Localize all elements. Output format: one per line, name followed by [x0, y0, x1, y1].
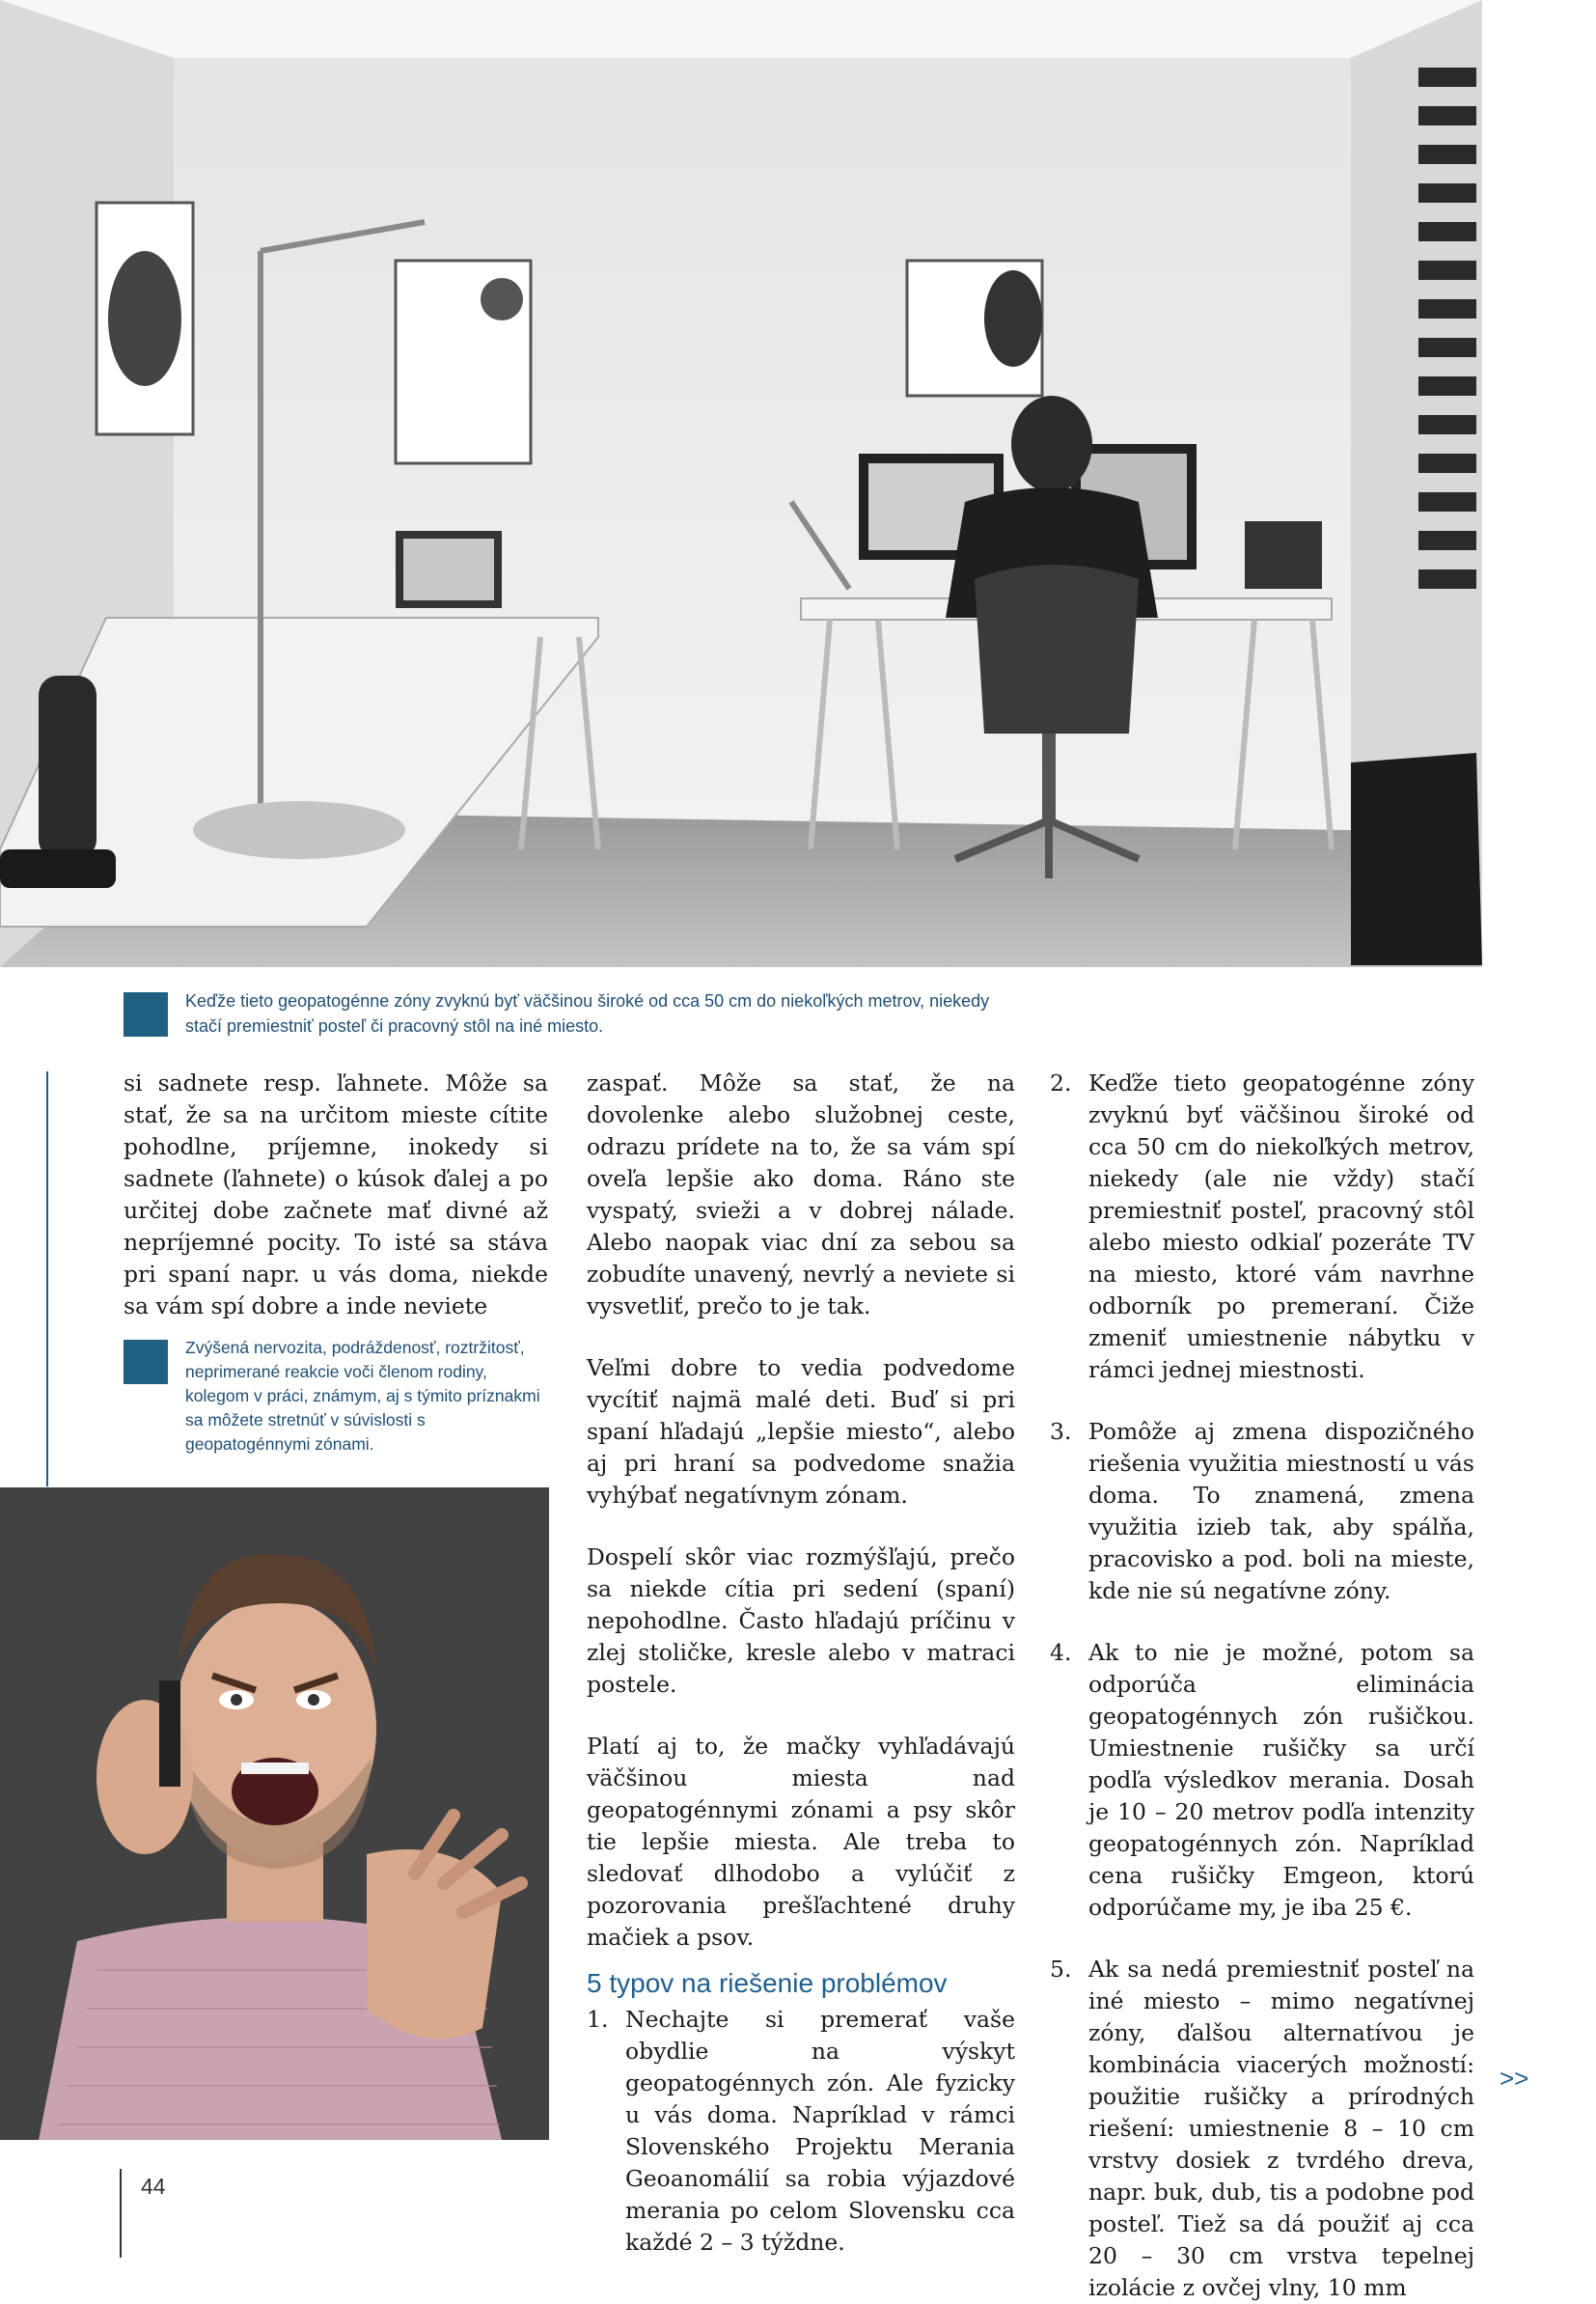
- angry-man-photo: [0, 1487, 549, 2140]
- list-text: Ak to nie je možné, potom sa odporúča eliminácia geopatogénnych zón rušičkou. Umiestnenie rušičky sa určí podľa výsledkov merania. Dosah je 10 – 20 metrov podľa intenzity geopatogénnych zón. Napríklad cena rušičky Emgeon, ktorú odporúčame my, je iba 25 €.: [1088, 1639, 1474, 1921]
- footer-rule: [120, 2169, 122, 2258]
- tips-list-part-1: [587, 2004, 1015, 2259]
- sidebar-marker: [124, 1340, 168, 1384]
- sidebar-rule: [46, 1071, 48, 1486]
- text-column-2: [587, 1068, 1015, 2289]
- list-text: Nechajte si premerať vaše obydlie na výskyt geopatogénnych zón. Ale fyzicky u vás doma. Napríklad v rámci Slovenského Projektu Merania Geoanomálií sa robia výjazdové merania po celom Slovensku cca každé 2 – 3 týždne.: [625, 2006, 1015, 2256]
- list-item: [1050, 1637, 1474, 1924]
- list-item: [1050, 1416, 1474, 1607]
- office-photo: [0, 0, 1482, 967]
- tips-list-part-2: [1050, 1068, 1474, 2304]
- continue-marker: >>: [1500, 2064, 1529, 2093]
- office-photo-caption: Keďže tieto geopatogénne zóny zvyknú byť väčšinou široké od cca 50 cm do niekoľkých metrov, niekedy stačí premiestniť posteľ či pracovný stôl na iné miesto.: [185, 991, 990, 1036]
- list-item: [1050, 1068, 1474, 1386]
- list-text: Ak sa nedá premiestniť posteľ na iné miesto – mimo negatívnej zóny, ďalšou alternatívou je kombinácia viacerých možností: použitie rušičky a prírodných riešení: umiestnenie 8 – 10 cm vrstvy dosiek z tvrdého dreva, napr. buk, dub, tis a podobne pod posteľ. Tiež sa dá použiť aj cca 20 – 30 cm vrstva tepelnej izolácie z ovčej vlny, 10 mm: [1088, 1956, 1474, 2301]
- section-heading: 5 typov na riešenie problémov: [587, 1968, 948, 1998]
- paragraph: Dospelí skôr viac rozmýšľajú, prečo sa niekde cítia pri sedení (spaní) nepohodlne. Často hľadajú príčinu v zlej stoličke, kresle alebo v matraci postele.: [587, 1543, 1015, 1698]
- paragraph: zaspať. Môže sa stať, že na dovolenke alebo služobnej ceste, odrazu prídete na to, že sa vám spí oveľa lepšie ako doma. Ráno ste vyspatý, svieži a v dobrej nálade. Alebo naopak viac dní za sebou sa zobudíte unavený, nevrlý a neviete si vysvetliť, prečo to je tak.: [587, 1069, 1015, 1319]
- list-item: [587, 2004, 1015, 2259]
- list-number: 1.: [587, 2006, 609, 2033]
- text-column-1: [124, 1068, 548, 1352]
- text-column-3: [1050, 1068, 1474, 2304]
- list-text: Keďže tieto geopatogénne zóny zvyknú byť väčšinou široké od cca 50 cm do niekoľkých metrov, niekedy (ale nie vždy) stačí premiestniť posteľ, pracovný stôl alebo miesto odkiaľ pozeráte TV na miesto, ktoré vám navrhne odborník po premeraní. Čiže zmeniť umiestnenie nábytku v rámci jednej miestnosti.: [1088, 1069, 1474, 1383]
- list-number: 4.: [1050, 1639, 1072, 1666]
- sidebar-quote: Zvýšená nervozita, podráždenosť, roztržitosť, neprimerané reakcie voči členom rodiny, kolegom v práci, známym, aj s týmito príznakmi sa môžete stretnúť v súvislosti s geopatogénnymi zónami.: [185, 1338, 540, 1454]
- paragraph: Platí aj to, že mačky vyhľadávajú väčšinou miesta nad geopatogénnymi zónami a psy skôr tie lepšie miesta. Ale treba to sledovať dlhodobo a vylúčiť z pozorovania prešľachtené druhy mačiek a psov.: [587, 1733, 1015, 1951]
- list-item: [1050, 1954, 1474, 2304]
- page-number: 44: [141, 2174, 166, 2199]
- paragraph: si sadnete resp. ľahnete. Môže sa stať, že sa na určitom mieste cítite pohodlne, príjemne, inokedy si sadnete (ľahnete) o kúsok ďalej a po určitej dobe začnete mať divné až nepríjemné pocity. To isté sa stáva pri spaní napr. u vás doma, niekde sa vám spí dobre a inde neviete: [124, 1069, 548, 1319]
- list-number: 5.: [1050, 1956, 1072, 1983]
- paragraph: Veľmi dobre to vedia podvedome vycítiť najmä malé deti. Buď si pri spaní hľadajú „lepšie miesto“, alebo aj pri hraní sa podvedome snažia vyhýbať negatívnym zónam.: [587, 1354, 1015, 1509]
- list-text: Pomôže aj zmena dispozičného riešenia využitia miestností u vás doma. To znamená, zmena využitia izieb tak, aby spálňa, pracovisko a pod. boli na mieste, kde nie sú negatívne zóny.: [1088, 1418, 1474, 1604]
- list-number: 3.: [1050, 1418, 1072, 1445]
- caption-marker: [124, 992, 168, 1037]
- list-number: 2.: [1050, 1069, 1072, 1096]
